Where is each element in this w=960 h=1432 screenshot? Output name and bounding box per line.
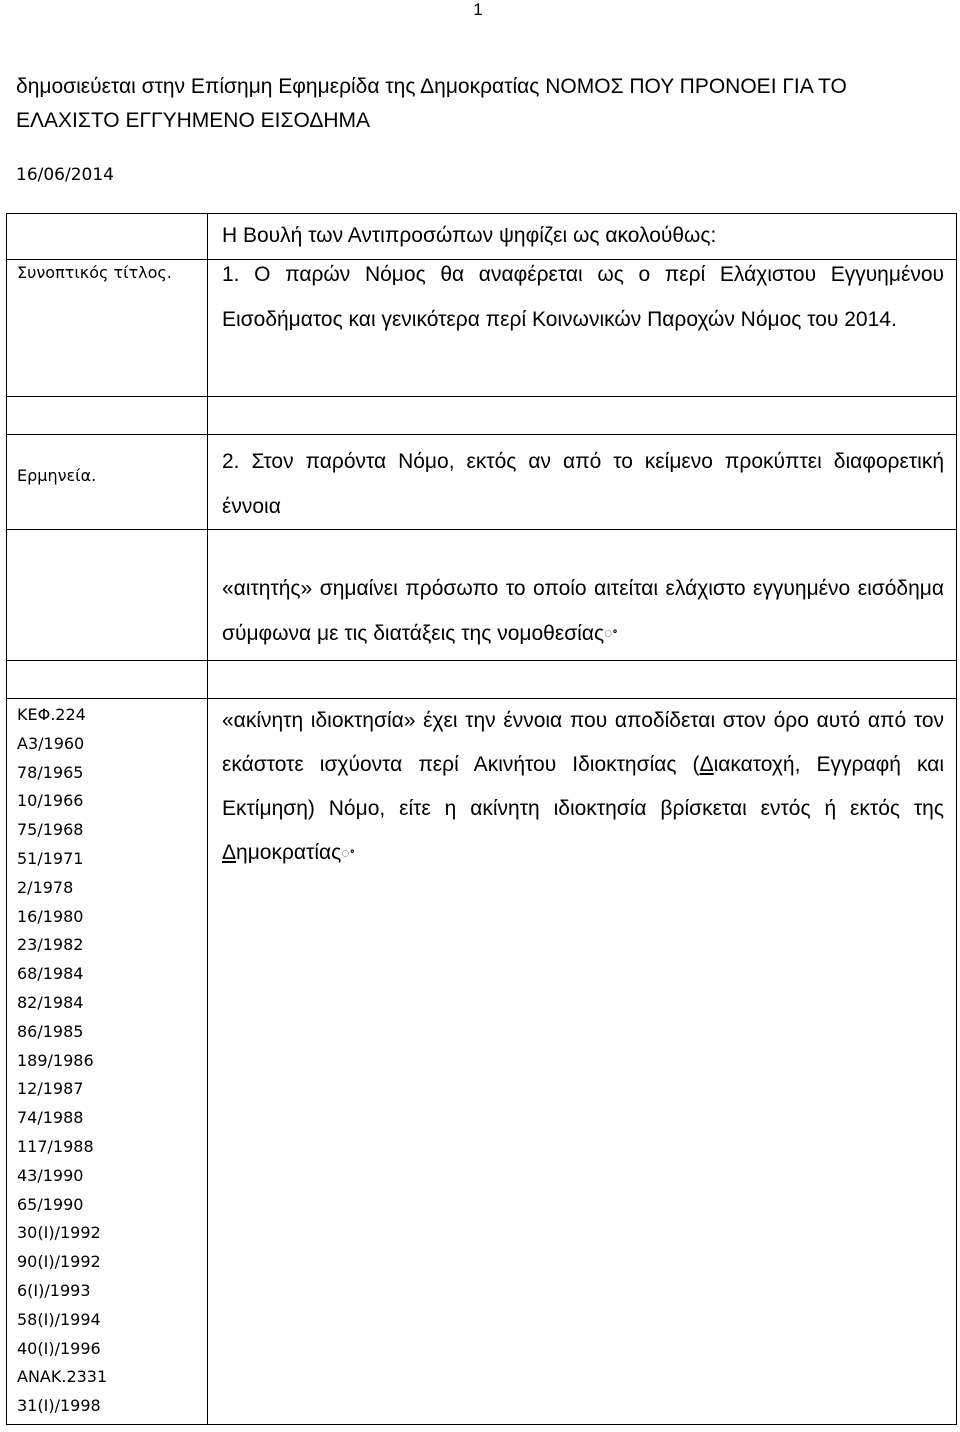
section-2-text: 2. Στον παρόντα Νόμο, εκτός αν από το κείμενο προκύπτει διαφορετική έννοια [222, 450, 944, 518]
legal-reference-item: 78/1965 [17, 762, 84, 782]
short-title-label: Συνοπτικός τίτλος. [17, 263, 172, 282]
legal-references-list [7, 699, 207, 1421]
legal-reference-item: 2/1978 [17, 877, 74, 897]
preamble: Η Βουλή των Αντιπροσώπων ψηφίζει ως ακολούθως: [222, 224, 717, 247]
body-cell-definition-applicant [208, 530, 957, 661]
page-number: 1 [473, 0, 483, 19]
legal-reference-item: 40(Ι)/1996 [17, 1338, 101, 1358]
legal-reference-item: 12/1987 [17, 1079, 84, 1099]
margin-cell-legal-references [7, 699, 208, 1425]
legal-reference-item: 30(Ι)/1992 [17, 1223, 101, 1243]
dotted-circle-mark: ꢀ [604, 625, 618, 641]
legal-reference-item: 51/1971 [17, 848, 84, 868]
margin-cell-empty [7, 530, 208, 661]
legal-reference-item: 6(Ι)/1993 [17, 1280, 91, 1300]
legal-reference-item: 74/1988 [17, 1108, 84, 1128]
legal-reference-item: ΑΝΑΚ.2331 [17, 1367, 108, 1387]
legal-reference-item: 86/1985 [17, 1021, 84, 1041]
legal-reference-item: 16/1980 [17, 906, 84, 926]
publication-date: 16/06/2014 [16, 165, 114, 185]
law-table [6, 213, 957, 1425]
dotted-circle-mark: ꢀ [341, 845, 355, 861]
row-definition-property [7, 699, 957, 1425]
row-spacer-1 [7, 397, 957, 435]
interpretation-label: Ερμηνεία. [17, 466, 97, 485]
body-cell-definition-property [208, 699, 957, 1425]
legal-reference-item: 58(Ι)/1994 [17, 1309, 101, 1329]
legal-reference-item: 10/1966 [17, 791, 84, 811]
legal-reference-item: 82/1984 [17, 992, 84, 1012]
row-spacer-2 [7, 661, 957, 699]
row-definition-applicant [7, 530, 957, 661]
definition-applicant-text: «αιτητής» σημαίνει πρόσωπο το οποίο αιτείται ελάχιστο εγγυημένο εισόδημα σύμφωνα με τις διατάξεις της νομοθεσίας [222, 577, 944, 645]
legal-reference-item: 68/1984 [17, 964, 84, 984]
legal-reference-item: 90(Ι)/1992 [17, 1252, 101, 1272]
legal-reference-item: 31(Ι)/1998 [17, 1396, 101, 1416]
body-cell-section-2 [208, 435, 957, 530]
legal-reference-item: Α3/1960 [17, 733, 85, 753]
definition-property: «ακίνητη ιδιοκτησία» έχει την έννοια που αποδίδεται στον όρο αυτό από τον εκάστοτε ισχύοντα περί Ακινήτου Ιδιοκτησίας (Διακατοχή, Εγγραφή και Εκτίμηση) Νόμο, είτε η ακίνητη ιδιοκτησία βρίσκεται εντός ή εκτός της Δημοκρατίαςꢀ [222, 709, 944, 864]
legal-reference-item: ΚΕΦ.224 [17, 705, 86, 724]
definition-applicant [208, 530, 956, 656]
legal-reference-item: 117/1988 [17, 1136, 94, 1156]
intro-text: δημοσιεύεται στην Επίσημη Εφημερίδα της Δημοκρατίας ΝΟΜΟΣ ΠΟΥ ΠΡΟΝΟΕΙ ΓΙΑ ΤΟ ΕΛΑΧΙΣΤΟ ΕΓΓΥΗΜΕΝΟ ΕΙΣΟΔΗΜΑ [16, 75, 847, 132]
legal-reference-item: 23/1982 [17, 935, 84, 955]
row-section-1 [7, 260, 957, 397]
legal-reference-item: 43/1990 [17, 1165, 84, 1185]
margin-cell-empty [7, 661, 208, 699]
margin-cell-short-title [7, 260, 208, 397]
legal-reference-item: 75/1968 [17, 820, 84, 840]
margin-cell-empty [7, 397, 208, 435]
margin-cell-interpretation [7, 435, 208, 530]
legal-reference-item: 189/1986 [17, 1050, 94, 1070]
body-cell-empty [208, 661, 957, 699]
body-cell-empty [208, 397, 957, 435]
section-1-text: 1. Ο παρών Νόμος θα αναφέρεται ως ο περί Ελάχιστου Εγγυημένου Εισοδήματος και γενικότερα περί Κοινωνικών Παροχών Νόμος του 2014. [222, 263, 944, 331]
row-section-2 [7, 435, 957, 530]
body-cell-section-1 [208, 260, 957, 397]
legal-reference-item: 65/1990 [17, 1194, 84, 1214]
margin-cell-empty [7, 214, 208, 260]
